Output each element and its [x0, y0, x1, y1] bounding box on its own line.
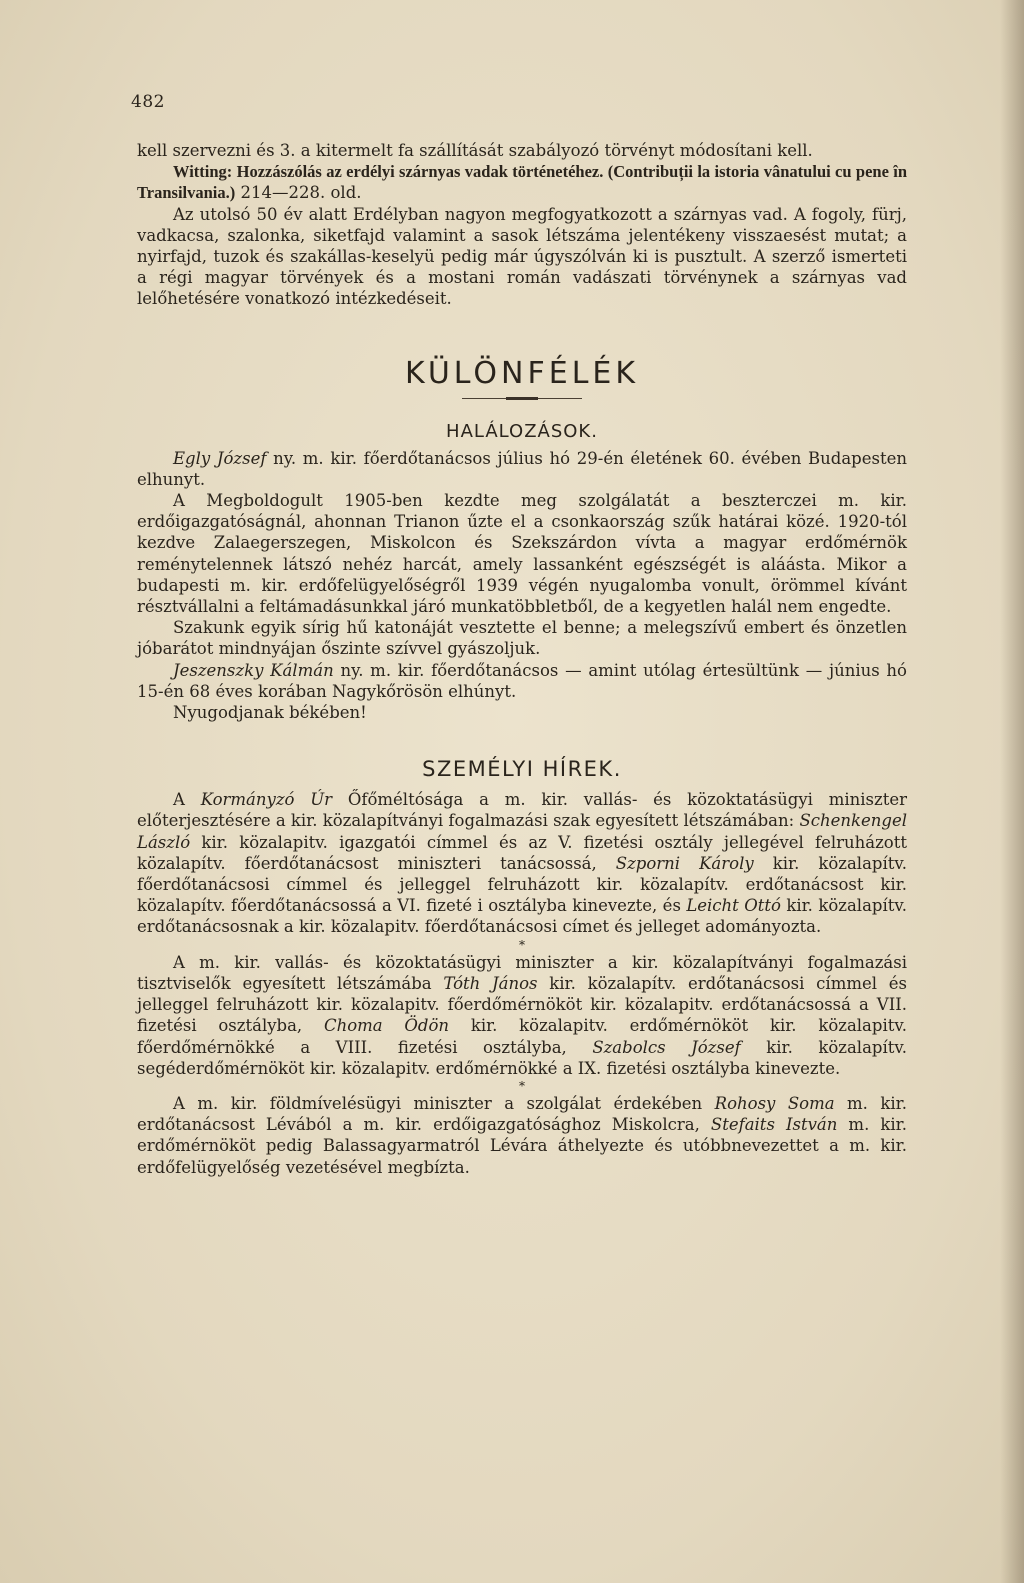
subsection-title-halalozasok: HALÁLOZÁSOK. — [446, 420, 598, 442]
person-name: Szabolcs József — [592, 1037, 741, 1057]
text: m. kir. erdőmérnököt pedig Balassagyarmatról Lévára áthelyezte és utóbbnevezettet a m. kir. erdőfelügyelőség vezetésével megbízta. — [137, 1115, 907, 1177]
closing-line: Nyugodjanak békében! — [173, 703, 367, 723]
text: kir. közalapítv. erdőtanácsosnak a kir. közalapitv. főerdőtanácsosi címet és jelleget adományozta. — [137, 896, 907, 937]
bib-title: Hozzászólás az erdélyi szárnyas vadak történetéhez. (Contribuții la istoria vânatului cu pene în Transilvania.) — [137, 162, 907, 203]
intro-paragraph: kell szervezni és 3. a kitermelt fa szállítását szabályozó törvényt módosítani kell. — [137, 141, 813, 160]
page-binding-shadow — [1000, 0, 1024, 1583]
obituary-career: A Megboldogult 1905-ben kezdte meg szolgálatát a beszterczei m. kir. erdőigazgatóságnál, ahonnan Trianon űzte el a csonkaország szűk határai közé. 1920-tól kezdve Zalaegerszegen, Miskolcon és Szekszárdon vívta a magyar erdőmérnök reménytelennek látszó nehéz harcát, amely lassanként egészségét is aláásta. Mikor a budapesti m. kir. erdőfelügyelőségről 1939 végén nyugalomba vonult, örömmel kívánt résztvállalni a feltámadásunkkal járó munkatöbbletből, de a kegyetlen halál nem engedte. — [137, 491, 907, 617]
text-column — [137, 140, 907, 1178]
text: kir. közalapitv. erdőmérnököt kir. közalapitv. főerdőmérnökké a VIII. fizetési osztályba, — [137, 1016, 907, 1057]
person-name: Kormányzó Úr — [200, 790, 333, 810]
section-title-kulonfelek: KÜLÖNFÉLÉK — [404, 355, 640, 391]
obituary-text: ny. m. kir. főerdőtanácsos — amint utólag értesültünk — június hó 15-én 68 éves korában Nagykőrösön elhúnyt. — [137, 660, 907, 701]
text: kir. közalapitv. igazgatói címmel és az V. fizetési osztály jellegével felruházott közalapítv. főerdőtanácsost miniszteri tanácsossá, — [137, 832, 907, 873]
section-kulonfelek — [137, 356, 907, 442]
obituary-text: ny. m. kir. főerdőtanácsos július hó 29-én életének 60. évében Budapesten elhunyt. — [137, 448, 907, 489]
person-name: Szporni Károly — [615, 853, 754, 873]
obituary-egly — [137, 448, 907, 490]
text: m. kir. erdőtanácsost Lévából a m. kir. erdőigazgatósághoz Miskolcra, — [137, 1093, 907, 1135]
person-name: Schenkengel László — [137, 811, 907, 852]
text: A — [173, 790, 201, 810]
obituary-tribute: Szakunk egyik sírig hű katonáját vesztette el benne; a melegszívű embert és önzetlen jóbarátot mindnyájan őszinte szívvel gyászoljuk. — [137, 618, 907, 659]
text: kir. közalapítv. segéderdőmérnököt kir. közalapitv. erdőmérnökké a IX. fizetési osztályba kinevezte. — [137, 1037, 907, 1078]
person-name: Tóth János — [443, 973, 538, 993]
person-name: Stefaits István — [710, 1115, 838, 1135]
person-name: Rohosy Soma — [714, 1093, 835, 1113]
news-item-3 — [137, 1093, 907, 1178]
section-szemelyi-hirek — [137, 757, 907, 781]
abstract-paragraph: Az utolsó 50 év alatt Erdélyban nagyon megfogyatkozott a szárnyas vad. A fogoly, fürj, vadkacsa, szalonka, siketfajd valamint a sasok létszáma jelentékeny visszaesést mutat; a nyirfajd, tuzok és szakállas-keselyü pedig már úgyszólván ki is pusztult. A szerző ismerteti a régi magyar törvények és a mostani román vadászati törvénynek a szárnyas vad lelőhetésére vonatkozó intézkedéseit. — [137, 204, 907, 309]
bib-pages: 214—228. old. — [235, 183, 362, 203]
person-name: Leicht Ottó — [686, 896, 781, 916]
person-name: Jeszenszky Kálmán — [173, 660, 334, 680]
text: A m. kir. földmívelésügyi miniszter a szolgálat érdekében — [173, 1093, 715, 1113]
separator-star: * — [519, 937, 525, 952]
page-number: 482 — [131, 92, 165, 112]
text: Őfőméltósága a m. kir. vallás- és közoktatásügyi miniszter előterjesztésére a kir. közalapítványi fogalmazási szak egyesített létszámában: — [137, 790, 907, 831]
bib-author: Witting: — [173, 162, 233, 182]
text: kir. közalapítv. erdőtanácsosi címmel és jelleggel felruházott kir. közalapitv. főerdőmérnököt kir. közalapitv. erdőtanácsossá a VII. fizetési osztályba, — [137, 973, 908, 1036]
separator-star: * — [519, 1078, 525, 1093]
section-title-szemelyi-hirek: SZEMÉLYI HÍREK. — [422, 757, 622, 782]
bibliography-entry — [137, 161, 907, 203]
news-item-1 — [137, 789, 907, 937]
obituary-jeszenszky — [137, 660, 907, 702]
ornamental-rule — [462, 397, 582, 401]
text: kir. közalapítv. főerdőtanácsosi címmel és jelleggel felruházott kir. közalapítv. erdőtanácsost kir. közalapítv. főerdőtanácsossá a VI. fizeté i osztályba kinevezte, és — [137, 853, 907, 916]
person-name: Choma Ödön — [323, 1016, 450, 1036]
person-name: Egly József — [173, 448, 267, 468]
news-item-2 — [137, 952, 907, 1079]
text: A m. kir. vallás- és közoktatásügyi miniszter a kir. közalapítványi fogalmazási tisztviselők egyesített létszámába — [137, 952, 907, 993]
